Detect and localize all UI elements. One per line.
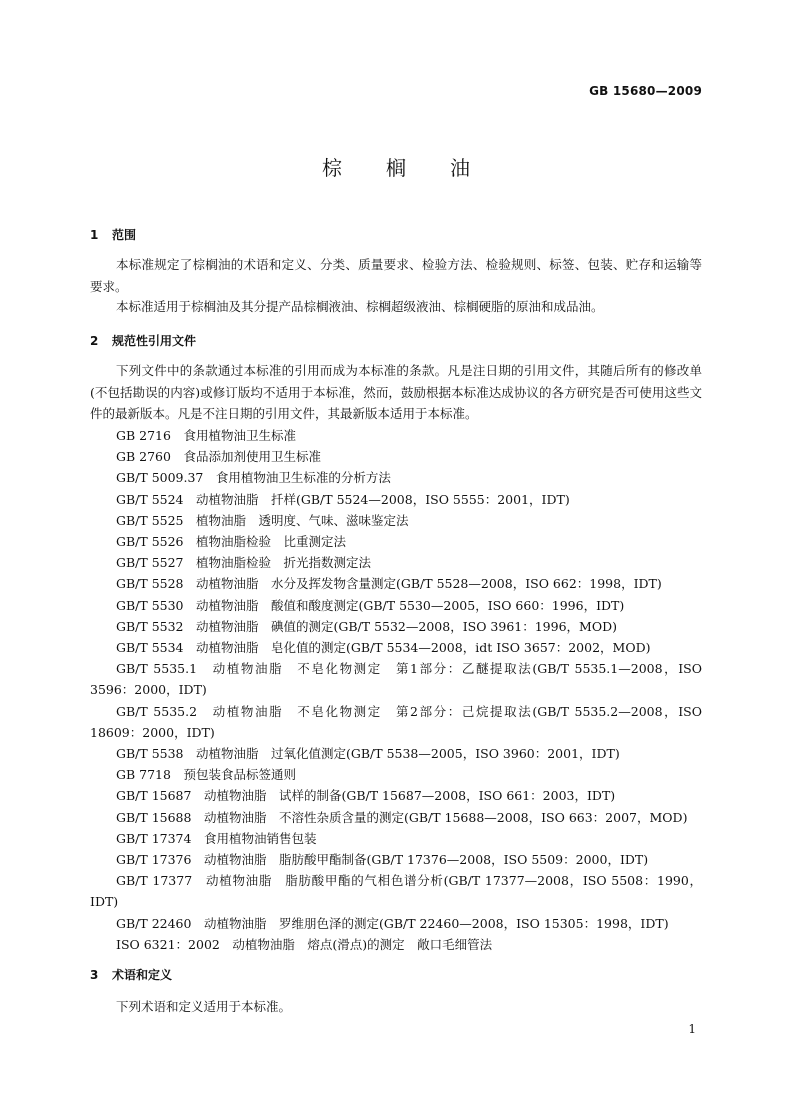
reference-item: GB/T 5009.37 食用植物油卫生标准的分析方法 [116, 470, 391, 486]
reference-item: ISO 6321：2002 动植物油脂 熔点(滑点)的测定 敞口毛细管法 [116, 936, 493, 952]
reference-item: GB/T 5530 动植物油脂 酸值和酸度测定(GB/T 5530—2005，ISO 660：1996，IDT) [116, 597, 625, 613]
reference-item: GB/T 5535.1 动植物油脂 不皂化物测定 第1部分：乙醚提取法(GB/T 5535.1—2008，ISO 3596：2000，IDT) [90, 661, 706, 698]
reference-item: GB/T 5535.2 动植物油脂 不皂化物测定 第2部分：己烷提取法(GB/T 5535.2—2008，ISO 18609：2000，IDT) [90, 703, 706, 740]
section-title: 术语和定义 [112, 968, 173, 982]
section-title: 规范性引用文件 [112, 334, 197, 348]
reference-item: GB/T 5528 动植物油脂 水分及挥发物含量测定(GB/T 5528—2008，ISO 662：1998，IDT) [116, 576, 662, 592]
reference-item: GB/T 22460 动植物油脂 罗维朋色泽的测定(GB/T 22460—2008，ISO 15305：1998，IDT) [116, 915, 669, 931]
scope-paragraph: 本标准规定了棕榈油的术语和定义、分类、质量要求、检验方法、检验规则、标签、包装、贮存和运输等要求。 [90, 257, 702, 294]
reference-item: GB/T 5526 植物油脂检验 比重测定法 [116, 534, 347, 550]
reference-item: GB/T 5527 植物油脂检验 折光指数测定法 [116, 555, 372, 571]
section-number: 3 [90, 968, 99, 982]
section-number: 1 [90, 228, 99, 242]
standard-number: GB 15680—2009 [589, 84, 702, 98]
reference-item: GB 2760 食品添加剂使用卫生标准 [116, 449, 321, 465]
section-title: 范围 [112, 228, 137, 242]
reference-item: GB/T 5534 动植物油脂 皂化值的测定(GB/T 5534—2008，idt ISO 3657：2002，MOD) [116, 640, 651, 656]
section-heading-scope [90, 226, 136, 243]
reference-list [90, 425, 706, 955]
reference-item: GB 2716 食用植物油卫生标准 [116, 428, 296, 443]
document-title: 棕榈油 [322, 156, 514, 180]
reference-item: GB/T 5524 动植物油脂 扦样(GB/T 5524—2008，ISO 5555：2001，IDT) [116, 491, 570, 507]
reference-item: GB/T 5525 植物油脂 透明度、气味、滋味鉴定法 [116, 512, 409, 528]
section-heading-terms-definitions [90, 966, 172, 983]
page-number: 1 [688, 1022, 696, 1036]
reference-item: GB/T 5532 动植物油脂 碘值的测定(GB/T 5532—2008，ISO 3961：1996，MOD) [116, 618, 617, 634]
reference-item: GB/T 15687 动植物油脂 试样的制备(GB/T 15687—2008，ISO 661：2003，IDT) [116, 788, 616, 804]
reference-item: GB/T 15688 动植物油脂 不溶性杂质含量的测定(GB/T 15688—2008，ISO 663：2007，MOD) [116, 809, 688, 825]
reference-item: GB/T 5538 动植物油脂 过氧化值测定(GB/T 5538—2005，ISO 3960：2001，IDT) [116, 746, 620, 762]
section-heading-normative-references [90, 332, 196, 349]
reference-item: GB/T 17374 食用植物油销售包装 [116, 830, 317, 846]
scope-paragraph: 本标准适用于棕榈油及其分提产品棕榈液油、棕榈超级液油、棕榈硬脂的原油和成品油。 [116, 299, 604, 314]
reference-item: GB/T 17376 动植物油脂 脂肪酸甲酯制备(GB/T 17376—2008，ISO 5509：2000，IDT) [116, 852, 649, 868]
reference-item: GB 7718 预包装食品标签通则 [116, 767, 296, 783]
references-intro-paragraph: 下列文件中的条款通过本标准的引用而成为本标准的条款。凡是注日期的引用文件，其随后所有的修改单(不包括勘误的内容)或修订版均不适用于本标准，然而，鼓励根据本标准达成协议的各方研究是否可使用这些文件的最新版本。凡是不注日期的引用文件，其最新版本适用于本标准。 [90, 363, 702, 421]
terms-paragraph: 下列术语和定义适用于本标准。 [116, 999, 292, 1014]
section-number: 2 [90, 334, 99, 348]
reference-item: GB/T 17377 动植物油脂 脂肪酸甲酯的气相色谱分析(GB/T 17377—2008，ISO 5508：1990，IDT) [90, 873, 702, 910]
